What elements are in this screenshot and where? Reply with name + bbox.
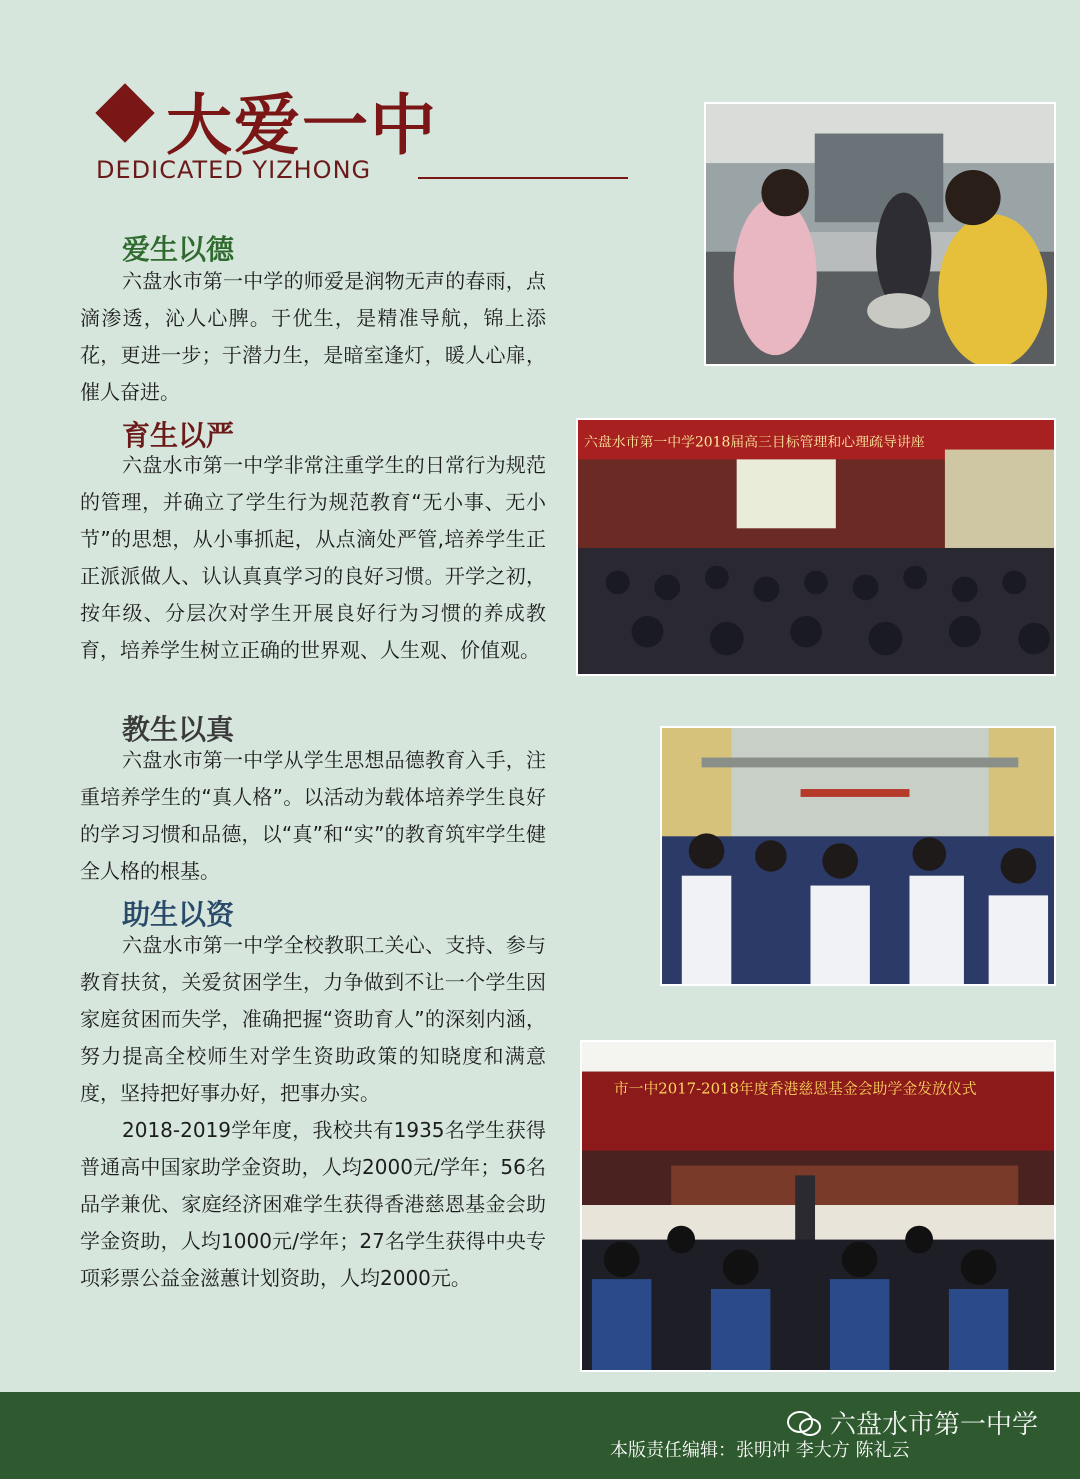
section-title-4: 助生以资	[122, 898, 235, 931]
section-title-3: 教生以真	[122, 713, 235, 746]
paragraph: 六盘水市第一中学的师爱是润物无声的春雨，点滴渗透，沁人心脾。于优生，是精准导航，锦上添花，更进一步；于潜力生，是暗室逢灯，暖人心扉，催人奋进。	[80, 269, 546, 404]
section-title-1: 爱生以德	[122, 233, 235, 266]
section-body-4	[80, 927, 546, 1297]
paragraph: 六盘水市第一中学非常注重学生的日常行为规范的管理，并确立了学生行为规范教育“无小事、无小节”的思想，从小事抓起，从点滴处严管,培养学生正正派派做人、认认真真学习的良好习惯。开学之初，按年级、分层次对学生开展良好行为习惯的养成教育，培养学生树立正确的世界观、人生观、价值观。	[80, 453, 546, 662]
diamond-icon	[95, 83, 154, 142]
section-body-2	[80, 447, 546, 669]
section-body-1	[80, 263, 546, 411]
photo-scholarship-ceremony	[580, 1040, 1056, 1372]
page-subtitle: DEDICATED YIZHONG	[96, 156, 372, 184]
page-title: 大爱一中	[166, 87, 438, 164]
photo-students-assembly	[660, 726, 1056, 986]
banner-text: 六盘水市第一中学2018届高三目标管理和心理疏导讲座	[583, 434, 925, 451]
banner-text: 市一中2017-2018年度香港慈恩基金会助学金发放仪式	[613, 1080, 977, 1098]
photo-auditorium-lecture	[576, 418, 1056, 676]
paragraph: 六盘水市第一中学全校教职工关心、支持、参与教育扶贫，关爱贫困学生，力争做到不让一个学生因家庭贫困而失学，准确把握“资助育人”的深刻内涵，努力提高全校师生对学生资助政策的知晓度和满意度，坚持把好事办好，把事办实。	[80, 933, 546, 1105]
photo-cafeteria	[704, 102, 1056, 366]
paragraph: 六盘水市第一中学从学生思想品德教育入手，注重培养学生的“真人格”。以活动为载体培养学生良好的学习习惯和品德，以“真”和“实”的教育筑牢学生健全人格的根基。	[80, 748, 546, 883]
wechat-icon	[786, 1410, 822, 1438]
footer-bar	[0, 1392, 1080, 1479]
paragraph: 2018-2019学年度，我校共有1935名学生获得普通高中国家助学金资助，人均2000元/学年；56名品学兼优、家庭经济困难学生获得香港慈恩基金会助学金资助，人均1000元/学年；27名学生获得中央专项彩票公益金滋蕙计划资助，人均2000元。	[80, 1118, 546, 1290]
title-rule	[418, 177, 628, 179]
footer-editors: 本版责任编辑：张明冲 李大方 陈礼云	[610, 1440, 910, 1461]
watermark-text: 六盘水市第一中学	[830, 1410, 1039, 1440]
section-body-3	[80, 742, 546, 890]
section-title-2: 育生以严	[122, 419, 235, 452]
page-header	[96, 70, 636, 190]
